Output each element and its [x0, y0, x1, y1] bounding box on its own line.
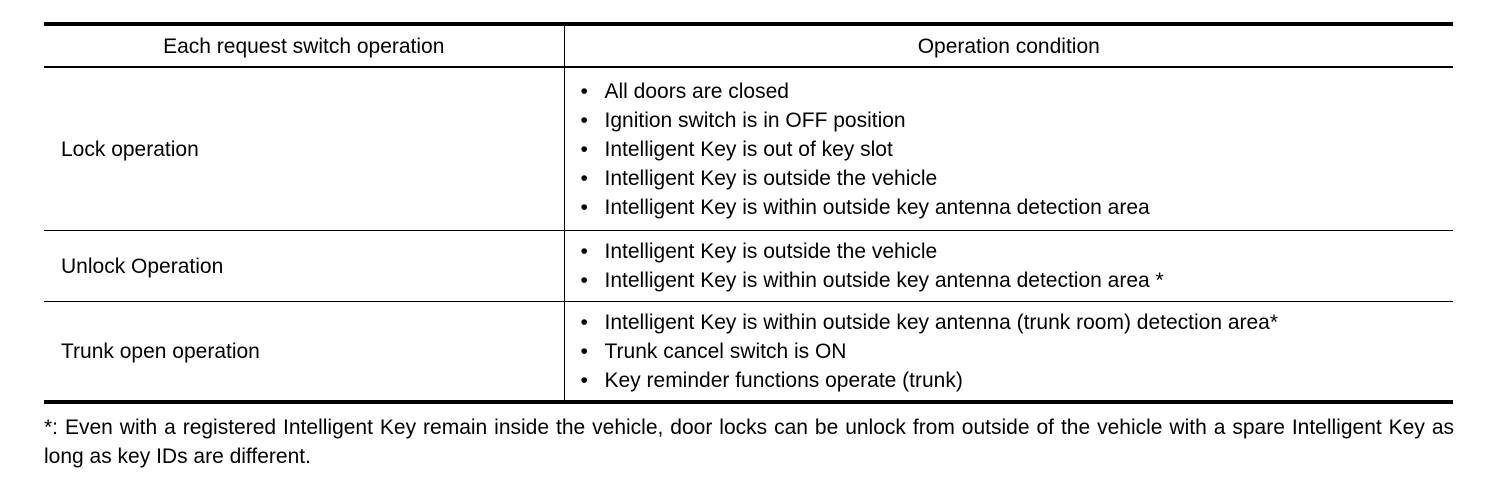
- condition-cell: [564, 67, 1453, 231]
- condition-text: Trunk cancel switch is ON: [604, 339, 847, 363]
- list-item: [581, 135, 1454, 164]
- operation-condition-table: [44, 22, 1453, 404]
- bullet-icon: •: [580, 339, 588, 363]
- condition-text: Intelligent Key is out of key slot: [604, 137, 893, 161]
- list-item: [581, 164, 1454, 193]
- list-item: [581, 308, 1454, 337]
- condition-list: [581, 237, 1454, 295]
- bullet-icon: •: [580, 368, 588, 392]
- operation-cell: Unlock Operation: [44, 231, 564, 302]
- list-item: [581, 337, 1454, 366]
- column-header-operation: Each request switch operation: [44, 24, 564, 67]
- condition-text: Intelligent Key is outside the vehicle: [604, 240, 938, 263]
- bullet-icon: •: [580, 108, 588, 132]
- operation-cell: Trunk open operation: [44, 302, 564, 403]
- condition-text: Ignition switch is in OFF position: [604, 108, 906, 132]
- bullet-icon: •: [580, 166, 588, 190]
- condition-text: Intelligent Key is within outside key antenna detection area: [604, 195, 1150, 219]
- bullet-icon: •: [580, 79, 588, 103]
- condition-text: Intelligent Key is within outside key antenna (trunk room) detection area*: [604, 310, 1279, 334]
- table-header-row: [44, 24, 1453, 67]
- condition-cell: [564, 302, 1453, 403]
- list-item: [581, 77, 1454, 106]
- condition-text: Intelligent Key is within outside key antenna detection area *: [604, 269, 1164, 292]
- list-item: [581, 193, 1454, 222]
- condition-cell: [564, 231, 1453, 302]
- column-header-condition: Operation condition: [564, 24, 1453, 67]
- footnote: *: Even with a registered Intelligent Key remain inside the vehicle, door locks can be unlock from outside of the vehicle with a spare Intelligent Key as long as key IDs are different.: [44, 416, 1454, 468]
- bullet-icon: •: [580, 310, 588, 334]
- list-item: [581, 366, 1454, 395]
- bullet-icon: •: [580, 269, 588, 292]
- bullet-icon: •: [580, 195, 588, 219]
- list-item: [581, 237, 1454, 266]
- condition-text: All doors are closed: [604, 79, 789, 103]
- condition-list: [581, 308, 1454, 395]
- bullet-icon: •: [580, 137, 588, 161]
- list-item: [581, 106, 1454, 135]
- table-row-unlock: [44, 231, 1453, 302]
- bullet-icon: •: [580, 240, 588, 263]
- condition-list: [581, 77, 1454, 222]
- list-item: [581, 266, 1454, 295]
- table-row-trunk: [44, 302, 1453, 403]
- table-row-lock: [44, 67, 1453, 231]
- operation-cell: Lock operation: [44, 67, 564, 231]
- condition-text: Key reminder functions operate (trunk): [604, 368, 963, 392]
- condition-text: Intelligent Key is outside the vehicle: [604, 166, 938, 190]
